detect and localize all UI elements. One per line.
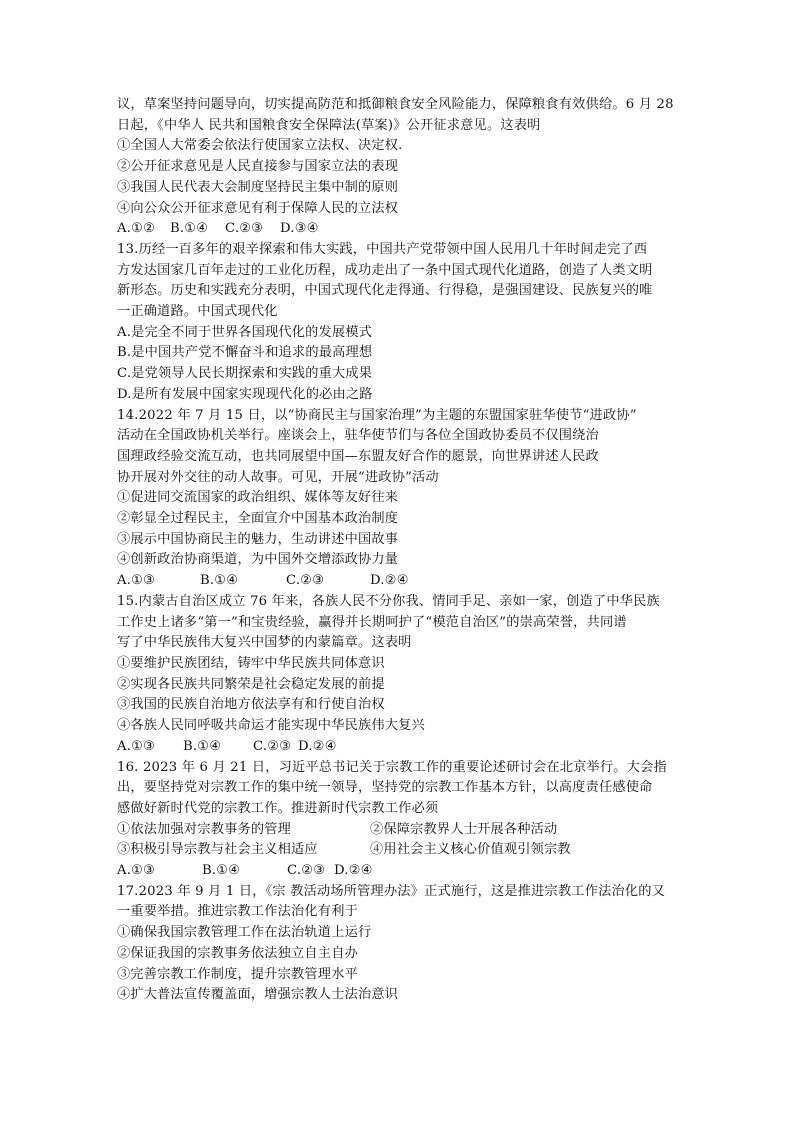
statement-item: ②保障宗教界人士开展各种活动: [370, 821, 558, 837]
option-d: D.②④: [298, 738, 337, 754]
statement-item: ①确保我国宗教管理工作在法治轨道上运行: [117, 925, 372, 941]
option-b: B.是中国共产党不懈奋斗和追求的最高理想: [117, 345, 373, 361]
statement-item: ②保证我国的宗教事务依法独立自主自办: [117, 945, 358, 961]
statement-item: ①促进同交流国家的政治组织、媒体等友好往来: [117, 490, 399, 506]
question-text-line: 活动在全国政协机关举行。座谈会上，驻华使节们与各位全国政协委员不仅围绕治: [117, 428, 599, 444]
question-text-line: 14.2022 年 7 月 15 日，以“协商民主与国家治理”为主题的东盟国家驻华使节“进政协”: [117, 407, 637, 423]
option-d: D.是所有发展中国家实现现代化的必由之路: [117, 386, 373, 402]
option-b: B.①④: [183, 738, 222, 754]
question-16: [117, 758, 682, 882]
option-c: C.②③: [286, 573, 325, 589]
question-text-line: 出，要坚持党对宗教工作的集中统一领导，坚持党的宗教工作基本方针，以高度责任感使命: [117, 780, 653, 796]
question-text-line: 议，草案坚持问题导向，切实提高防范和抵御粮食安全风险能力，保障粮食有效供给。6 月 28: [117, 97, 674, 112]
statement-item: ④用社会主义核心价值观引领宗教: [370, 842, 571, 858]
question-text-line: 工作史上诸多“第一”和宝贵经验，赢得并长期呵护了“模范自治区”的崇高荣誉，共同谱: [117, 614, 627, 630]
option-b: B.①④: [202, 863, 241, 879]
statement-item: ①全国人大常委会依法行使国家立法权、决定权.: [117, 138, 403, 154]
question-15: [117, 592, 682, 758]
statement-item: ④向公众公开征求意见有利于保障人民的立法权: [117, 200, 399, 216]
question-text-line: 15.内蒙古自治区成立 76 年来，各族人民不分你我、情同手足、亲如一家，创造了中华民族: [117, 593, 660, 609]
option-a: A.①③: [117, 738, 156, 754]
option-a: A.①③: [117, 573, 156, 589]
question-text-line: 一重要举措。推进宗教工作法治化有利于: [117, 904, 358, 920]
answer-options: [117, 861, 682, 882]
question-13: [117, 240, 682, 406]
option-c: C.②③: [287, 863, 326, 879]
statement-item: ③完善宗教工作制度，提升宗教管理水平: [117, 966, 358, 982]
option-c: C.②③: [253, 738, 292, 754]
question-text-line: 一正确道路。中国式现代化: [117, 304, 278, 320]
option-a: A.①②: [117, 221, 156, 237]
statement-row: [117, 840, 682, 861]
statement-item: ①要维护民族团结，铸牢中华民族共同体意识: [117, 655, 385, 671]
option-a: A.①③: [117, 863, 156, 879]
statement-item: ③我国的民族自治地方依法享有和行使自治权: [117, 697, 385, 713]
question-text-line: 17.2023 年 9 月 1 日，《宗 教活动场所管理办法》正式施行，这是推进宗教工作法治化的又: [117, 883, 666, 899]
question-text-line: 日起，《中华人 民共和国粮食安全保障法(草案)》公开征求意见。这表明: [117, 117, 541, 133]
statement-item: ③积极引导宗教与社会主义相适应: [117, 842, 318, 858]
option-d: D.③④: [280, 221, 319, 237]
answer-options: [117, 219, 682, 240]
exam-page: [117, 95, 682, 1006]
question-text-line: 写了中华民族伟大复兴中国梦的内蒙篇章。这表明: [117, 635, 412, 651]
statement-item: ④创新政治协商渠道，为中国外交增添政协力量: [117, 552, 399, 568]
question-12: [117, 95, 682, 240]
question-17: [117, 882, 682, 1006]
option-a: A.是完全不同于世界各国现代化的发展模式: [117, 324, 373, 340]
statement-row: [117, 820, 682, 841]
statement-item: ②实现各民族共同繁荣是社会稳定发展的前提: [117, 676, 385, 692]
question-14: [117, 406, 682, 592]
option-c: C.是党领导人民长期探索和实践的重大成果: [117, 366, 373, 382]
option-d: D.②④: [334, 863, 373, 879]
question-text-line: 新形态。历史和实践充分表明，中国式现代化走得通、行得稳，是强国建设、民族复兴的唯: [117, 283, 653, 299]
statement-item: ①依法加强对宗教事务的管理: [117, 821, 292, 837]
statement-item: ②公开征求意见是人民直接参与国家立法的表现: [117, 159, 399, 175]
option-b: B.①④: [170, 221, 209, 237]
statement-item: ②彰显全过程民主，全面宣介中国基本政治制度: [117, 511, 399, 527]
question-text-line: 16. 2023 年 6 月 21 日，习近平总书记关于宗教工作的重要论述研讨会在北京举行。大会指: [117, 759, 667, 775]
answer-options: [117, 737, 682, 758]
statement-item: ④扩大普法宣传覆盖面，增强宗教人士法治意识: [117, 987, 399, 1003]
question-text-line: 协开展对外交往的动人故事。可见，开展“进政协”活动: [117, 469, 439, 485]
statement-item: ③我国人民代表大会制度坚持民主集中制的原则: [117, 179, 399, 195]
option-d: D.②④: [370, 573, 409, 589]
option-b: B.①④: [200, 573, 239, 589]
question-text-line: 13.历经一百多年的艰辛探索和伟大实践，中国共产党带领中国人民用几十年时间走完了西: [117, 241, 648, 257]
option-c: C.②③: [225, 221, 264, 237]
answer-options: [117, 571, 682, 592]
statement-item: ③展示中国协商民主的魅力，生动讲述中国故事: [117, 531, 399, 547]
question-text-line: 感做好新时代党的宗教工作。推进新时代宗教工作必须: [117, 800, 439, 816]
statement-item: ④各族人民同呼吸共命运才能实现中华民族伟大复兴: [117, 718, 425, 734]
question-text-line: 方发达国家几百年走过的工业化历程，成功走出了一条中国式现代化道路，创造了人类文明: [117, 262, 653, 278]
question-text-line: 国理政经验交流互动，也共同展望中国—东盟友好合作的愿景，向世界讲述人民政: [117, 448, 599, 464]
